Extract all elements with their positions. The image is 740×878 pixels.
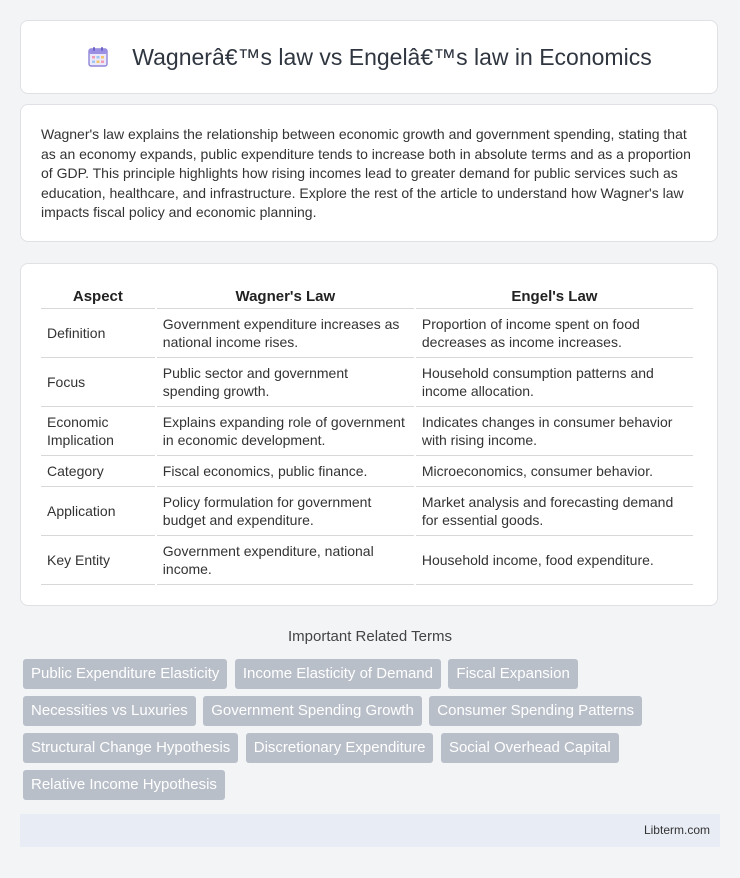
table-cell: Application: [41, 487, 155, 536]
comparison-table: [39, 286, 695, 585]
table-cell: Category: [41, 456, 155, 487]
table-cell: Government expenditure increases as national income rises.: [157, 309, 414, 358]
related-term-tag[interactable]: Income Elasticity of Demand: [235, 659, 441, 689]
table-header: Wagner's Law: [157, 286, 414, 309]
table-row: [41, 407, 693, 456]
table-cell: Fiscal economics, public finance.: [157, 456, 414, 487]
table-row: [41, 536, 693, 585]
table-cell: Explains expanding role of government in economic development.: [157, 407, 414, 456]
related-terms-title: Important Related Terms: [288, 628, 452, 645]
intro-paragraph: Wagner's law explains the relationship between economic growth and government spending, stating that as an economy expands, public expenditure tends to increase both in absolute terms and as a proportion of GDP. This principle highlights how rising incomes lead to greater demand for public services such as education, healthcare, and infrastructure. Explore the rest of the article to understand how Wagner's law impacts fiscal policy and economic planning.: [41, 126, 691, 220]
comparison-table-card: [20, 263, 718, 606]
table-cell: Household income, food expenditure.: [416, 536, 693, 585]
table-header: Aspect: [41, 286, 155, 309]
related-term-tag[interactable]: Discretionary Expenditure: [246, 733, 434, 763]
related-term-tag[interactable]: Government Spending Growth: [203, 696, 422, 726]
table-cell: Public sector and government spending growth.: [157, 358, 414, 407]
table-row: [41, 487, 693, 536]
related-term-tag[interactable]: Fiscal Expansion: [448, 659, 577, 689]
intro-card: [20, 104, 718, 242]
table-cell: Indicates changes in consumer behavior with rising income.: [416, 407, 693, 456]
table-cell: Proportion of income spent on food decreases as income increases.: [416, 309, 693, 358]
table-row: [41, 456, 693, 487]
calendar-icon: [86, 45, 110, 69]
related-term-tag[interactable]: Social Overhead Capital: [441, 733, 619, 763]
footer: [20, 814, 720, 847]
page-title: Wagnerâ€™s law vs Engelâ€™s law in Economics: [132, 43, 652, 70]
table-cell: Key Entity: [41, 536, 155, 585]
table-cell: Market analysis and forecasting demand for essential goods.: [416, 487, 693, 536]
related-term-tag[interactable]: Consumer Spending Patterns: [429, 696, 642, 726]
related-terms-list: [23, 659, 723, 807]
related-term-tag[interactable]: Necessities vs Luxuries: [23, 696, 196, 726]
footer-site-link[interactable]: Libterm.com: [643, 823, 710, 837]
table-cell: Definition: [41, 309, 155, 358]
table-header: Engel's Law: [416, 286, 693, 309]
related-term-tag[interactable]: Public Expenditure Elasticity: [23, 659, 227, 689]
table-cell: Microeconomics, consumer behavior.: [416, 456, 693, 487]
table-header-row: [41, 286, 693, 309]
table-cell: Household consumption patterns and income allocation.: [416, 358, 693, 407]
related-term-tag[interactable]: Relative Income Hypothesis: [23, 770, 225, 800]
header-card: [20, 20, 718, 94]
table-cell: Focus: [41, 358, 155, 407]
related-term-tag[interactable]: Structural Change Hypothesis: [23, 733, 238, 763]
table-cell: Policy formulation for government budget and expenditure.: [157, 487, 414, 536]
table-row: [41, 358, 693, 407]
table-cell: Government expenditure, national income.: [157, 536, 414, 585]
table-row: [41, 309, 693, 358]
table-cell: Economic Implication: [41, 407, 155, 456]
